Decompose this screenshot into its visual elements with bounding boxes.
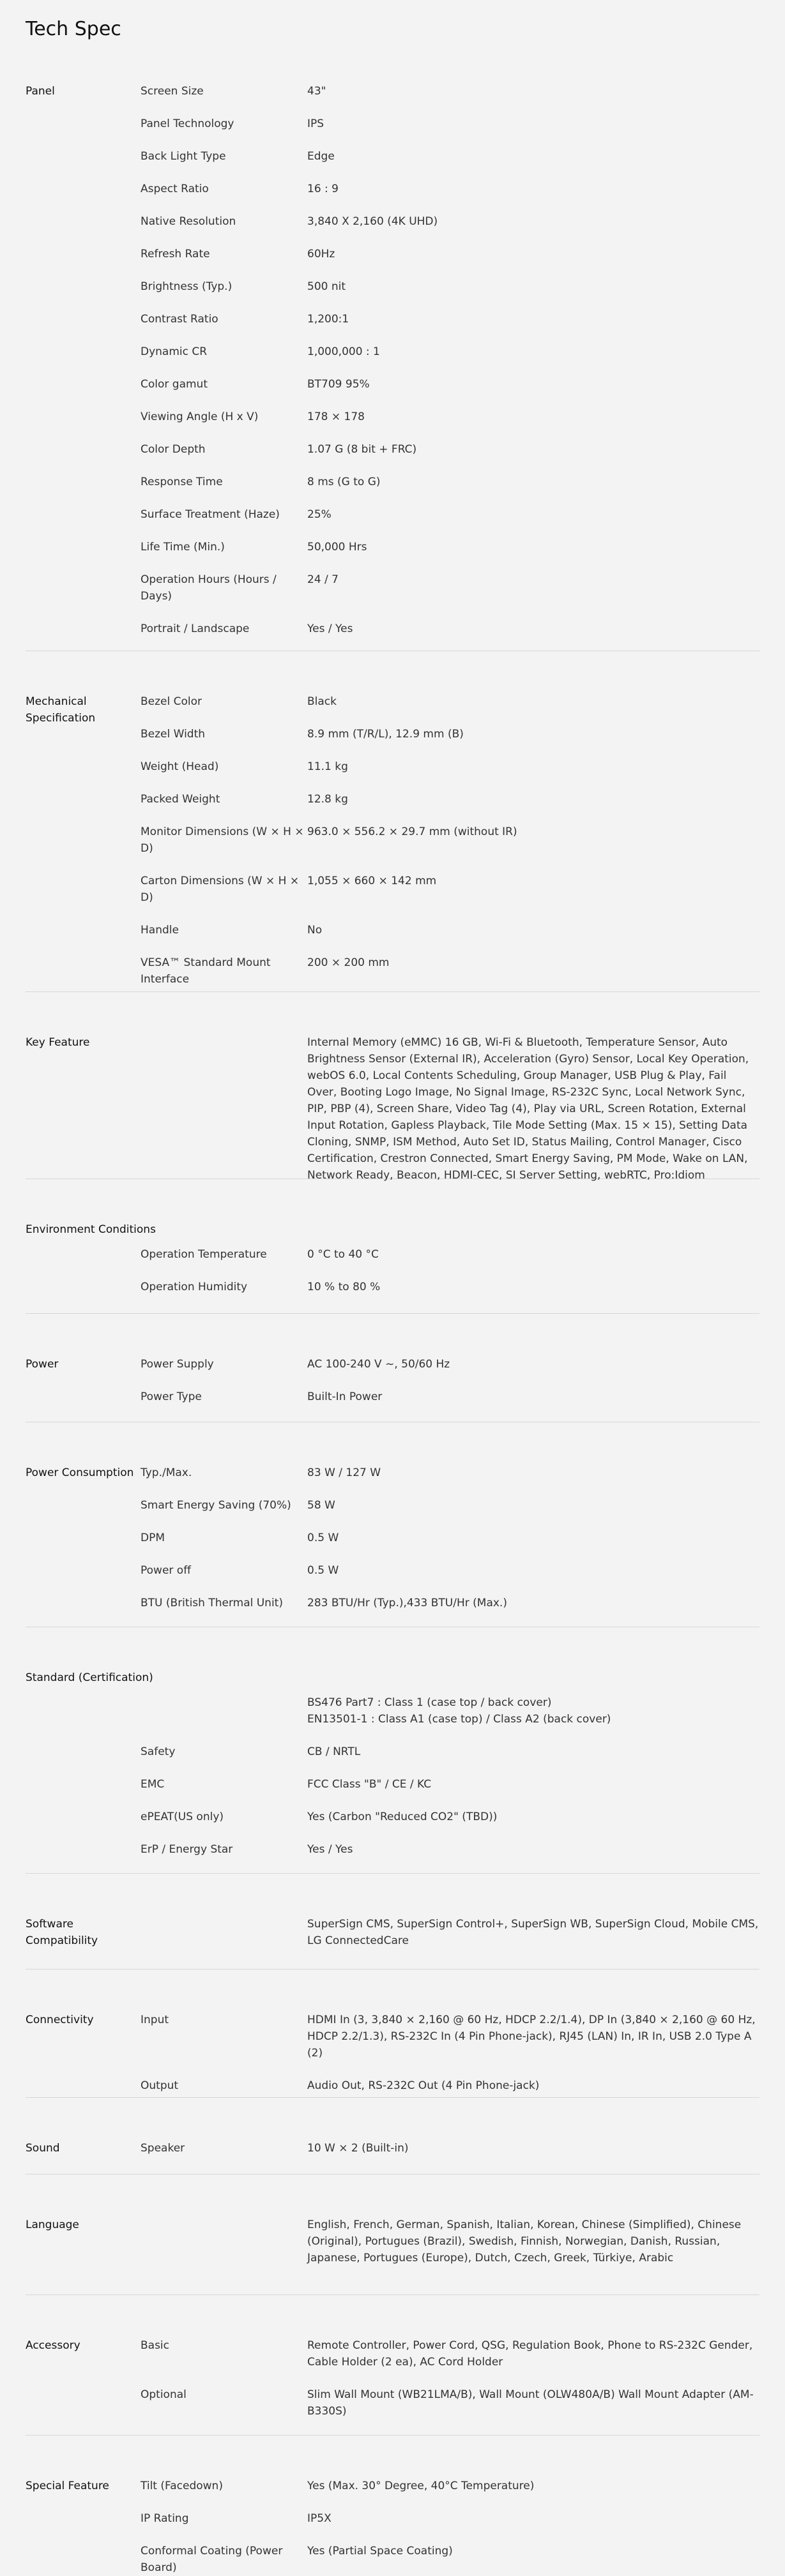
spec-rows	[141, 2012, 759, 2094]
spec-label: ePEAT(US only)	[141, 1811, 224, 1823]
spec-value: 0.5 W	[307, 1564, 339, 1577]
spec-sections	[26, 38, 759, 2576]
spec-label: Brightness (Typ.)	[141, 280, 232, 293]
section-body	[26, 1465, 759, 1611]
spec-row	[141, 1809, 759, 1825]
section-body	[26, 693, 759, 988]
spec-value: CB / NRTL	[307, 1745, 361, 1758]
spec-value: 3,840 X 2,160 (4K UHD)	[307, 215, 438, 228]
section-name: Mechanical Specification	[26, 695, 96, 725]
spec-value: Slim Wall Mount (WB21LMA/B), Wall Mount (OLW480A/B) Wall Mount Adapter (AM-B330S)	[307, 2388, 754, 2418]
spec-row	[141, 343, 759, 360]
spec-label: BTU (British Thermal Unit)	[141, 1597, 283, 1609]
spec-row	[141, 571, 759, 605]
spec-row	[141, 1497, 759, 1514]
spec-row	[141, 726, 759, 742]
spec-row	[141, 621, 759, 637]
section-body	[26, 2337, 759, 2420]
spec-row	[141, 1356, 759, 1373]
spec-label: Optional	[141, 2388, 187, 2401]
spec-row	[141, 2510, 759, 2527]
spec-value: FCC Class "B" / CE / KC	[307, 1778, 432, 1791]
spec-row	[141, 2543, 759, 2576]
spec-value: 50,000 Hrs	[307, 541, 367, 554]
spec-value: 83 W / 127 W	[307, 1466, 381, 1479]
spec-value: IP5X	[307, 2512, 332, 2525]
spec-value: Built-In Power	[307, 1390, 383, 1403]
spec-row	[141, 2478, 759, 2494]
spec-label: Packed Weight	[141, 793, 220, 806]
spec-row	[141, 873, 759, 906]
spec-value: Edge	[307, 150, 335, 163]
spec-row	[141, 116, 759, 132]
spec-row	[141, 539, 759, 555]
section-name: Software Compatibility	[26, 1918, 98, 1947]
spec-row	[141, 1562, 759, 1579]
spec-row	[141, 1389, 759, 1405]
spec-value: 1,055 × 660 × 142 mm	[307, 875, 437, 887]
section-panel	[26, 38, 759, 651]
spec-label: Power Type	[141, 1390, 202, 1403]
spec-label: IP Rating	[141, 2512, 189, 2525]
spec-value: HDMI In (3, 3,840 × 2,160 @ 60 Hz, HDCP 2.2/1.4), DP In (3,840 × 2,160 @ 60 Hz, HDCP 2.2/1.3), RS-232C In (4 Pin Phone-jack), RJ45 (LAN) In, IR In, USB 2.0 Type A (2)	[307, 2014, 756, 2060]
spec-label	[141, 1916, 307, 1949]
spec-row	[141, 1279, 759, 1295]
section-body	[26, 83, 759, 637]
section-language	[26, 2174, 759, 2295]
spec-value: Yes (Carbon "Reduced CO2" (TBD))	[307, 1811, 498, 1823]
spec-value: 1,000,000 : 1	[307, 345, 380, 358]
spec-row	[141, 213, 759, 230]
spec-row	[141, 1744, 759, 1760]
spec-value: 16 : 9	[307, 183, 339, 195]
section-body	[26, 2140, 759, 2157]
spec-rows	[141, 2337, 759, 2420]
spec-label: Operation Hours (Hours / Days)	[141, 573, 277, 603]
spec-row	[141, 2140, 759, 2157]
section-name: Key Feature	[26, 1036, 90, 1049]
section-accessory	[26, 2295, 759, 2436]
section-environment-conditions	[26, 1179, 759, 1314]
spec-label: Input	[141, 2014, 169, 2026]
spec-value: 500 nit	[307, 280, 346, 293]
spec-label: Life Time (Min.)	[141, 541, 225, 554]
spec-rows	[141, 2478, 759, 2576]
spec-rows	[141, 2140, 759, 2157]
section-key-feature	[26, 992, 759, 1182]
spec-label: Surface Treatment (Haze)	[141, 508, 280, 521]
spec-row	[141, 922, 759, 938]
spec-value: Audio Out, RS-232C Out (4 Pin Phone-jack)	[307, 2079, 540, 2092]
section-body	[26, 2478, 759, 2576]
spec-row	[141, 409, 759, 425]
spec-row	[141, 441, 759, 458]
spec-row	[141, 1841, 759, 1858]
spec-label: Color Depth	[141, 443, 206, 456]
section-standard-certification	[26, 1627, 759, 1874]
spec-row	[141, 693, 759, 710]
spec-label: Power off	[141, 1564, 191, 1577]
spec-row	[141, 1530, 759, 1546]
spec-rows	[26, 1694, 759, 1858]
spec-label: Native Resolution	[141, 215, 236, 228]
section-name: Accessory	[26, 2339, 80, 2352]
spec-row	[141, 2077, 759, 2094]
spec-rows	[141, 1034, 759, 1184]
spec-value: Yes (Partial Space Coating)	[307, 2545, 453, 2557]
spec-label: Response Time	[141, 476, 223, 488]
section-power	[26, 1314, 759, 1422]
spec-label: Panel Technology	[141, 117, 234, 130]
spec-value: 43"	[307, 85, 326, 98]
section-name: Power	[26, 1358, 59, 1371]
spec-label: Aspect Ratio	[141, 183, 209, 195]
spec-label: Operation Temperature	[141, 1248, 267, 1261]
spec-row	[141, 376, 759, 393]
spec-value: 25%	[307, 508, 332, 521]
spec-value: 60Hz	[307, 248, 335, 260]
spec-row	[141, 1776, 759, 1793]
spec-label: ErP / Energy Star	[141, 1843, 233, 1856]
section-power-consumption	[26, 1422, 759, 1627]
section-name: Panel	[26, 85, 55, 98]
spec-value: 283 BTU/Hr (Typ.),433 BTU/Hr (Max.)	[307, 1597, 507, 1609]
spec-row	[141, 824, 759, 857]
spec-row	[141, 954, 759, 988]
spec-value: 0 °C to 40 °C	[307, 1248, 379, 1261]
page-title: Tech Spec	[26, 18, 121, 40]
spec-value: IPS	[307, 117, 324, 130]
spec-value: 11.1 kg	[307, 760, 348, 773]
spec-value: SuperSign CMS, SuperSign Control+, SuperSign WB, SuperSign Cloud, Mobile CMS, LG ConnectedCare	[307, 1918, 759, 1947]
spec-row	[141, 148, 759, 165]
spec-value: Yes / Yes	[307, 622, 353, 635]
spec-value: 10 W × 2 (Built-in)	[307, 2142, 409, 2155]
spec-row	[141, 2012, 759, 2061]
spec-label: Screen Size	[141, 85, 204, 98]
spec-value: BT709 95%	[307, 378, 370, 391]
spec-row	[141, 1465, 759, 1481]
spec-value: 0.5 W	[307, 1532, 339, 1544]
spec-row	[141, 1916, 759, 1949]
spec-label: Refresh Rate	[141, 248, 210, 260]
spec-label: Basic	[141, 2339, 170, 2352]
spec-label: VESA™ Standard Mount Interface	[141, 956, 271, 986]
spec-value: No	[307, 924, 323, 937]
spec-label: Monitor Dimensions (W × H × D)	[141, 825, 304, 855]
spec-label: DPM	[141, 1532, 165, 1544]
spec-label: Carton Dimensions (W × H × D)	[141, 875, 300, 904]
spec-row	[141, 83, 759, 100]
spec-rows	[141, 2217, 759, 2266]
section-special-feature	[26, 2436, 759, 2576]
spec-label: Handle	[141, 924, 179, 937]
spec-value: 200 × 200 mm	[307, 956, 390, 969]
spec-label: Speaker	[141, 2142, 185, 2155]
spec-label: Operation Humidity	[141, 1281, 248, 1293]
spec-label: Portrait / Landscape	[141, 622, 250, 635]
spec-label: Bezel Width	[141, 728, 206, 741]
section-name: Language	[26, 2218, 79, 2231]
spec-value: 58 W	[307, 1499, 335, 1512]
spec-value: Black	[307, 695, 337, 708]
spec-label: Conformal Coating (Power Board)	[141, 2545, 283, 2574]
spec-value: 8.9 mm (T/R/L), 12.9 mm (B)	[307, 728, 464, 741]
spec-value: 1.07 G (8 bit + FRC)	[307, 443, 417, 456]
spec-row	[141, 1694, 759, 1728]
spec-row	[141, 311, 759, 328]
section-sound	[26, 2098, 759, 2174]
spec-label: Contrast Ratio	[141, 313, 218, 326]
spec-value: Internal Memory (eMMC) 16 GB, Wi-Fi & Bluetooth, Temperature Sensor, Auto Brightness Sensor (External IR), Acceleration (Gyro) Sensor, Local Key Operation, webOS 6.0, Local Contents Scheduling, Group Manager, USB Plug & Play, Fail Over, Booting Logo Image, No Signal Image, RS-232C Sync, Local Network Sync, PIP, PBP (4), Screen Share, Video Tag (4), Play via URL, Screen Rotation, External Input Rotation, Gapless Playback, Tile Mode Setting (Max. 15 × 15), Setting Data Cloning, SNMP, ISM Method, Auto Set ID, Status Mailing, Control Manager, Cisco Certification, Crestron Connected, Smart Energy Saving, PM Mode, Wake on LAN, Network Ready, Beacon, HDMI-CEC, SI Server Setting, webRTC, Pro:Idiom	[307, 1036, 749, 1182]
spec-value: Yes (Max. 30° Degree, 40°C Temperature)	[307, 2480, 535, 2492]
spec-value: Remote Controller, Power Cord, QSG, Regulation Book, Phone to RS-232C Gender, Cable Holder (2 ea), AC Cord Holder	[307, 2339, 753, 2369]
spec-row	[141, 246, 759, 262]
spec-rows	[141, 83, 759, 637]
spec-rows	[141, 693, 759, 988]
spec-row	[141, 758, 759, 775]
section-name: Power Consumption	[26, 1466, 134, 1479]
section-name: Special Feature	[26, 2480, 109, 2492]
spec-value: BS476 Part7 : Class 1 (case top / back cover) EN13501-1 : Class A1 (case top) / Class A2 (back cover)	[307, 1696, 611, 1726]
spec-value: 10 % to 80 %	[307, 1281, 381, 1293]
spec-label: Weight (Head)	[141, 760, 219, 773]
spec-label	[141, 2217, 307, 2266]
spec-row	[141, 474, 759, 490]
spec-label: Smart Energy Saving (70%)	[141, 1499, 291, 1512]
spec-row	[141, 181, 759, 197]
spec-label	[141, 1034, 307, 1184]
section-name: Standard (Certification)	[26, 1671, 153, 1684]
section-connectivity	[26, 1970, 759, 2098]
spec-value: 178 × 178	[307, 411, 365, 423]
spec-label: EMC	[141, 1778, 165, 1791]
spec-label: Power Supply	[141, 1358, 214, 1371]
spec-label: Output	[141, 2079, 179, 2092]
spec-label: Safety	[141, 1745, 176, 1758]
spec-rows	[141, 1356, 759, 1405]
spec-row	[141, 2386, 759, 2420]
spec-label: Back Light Type	[141, 150, 226, 163]
spec-label: Dynamic CR	[141, 345, 208, 358]
section-body	[26, 1034, 759, 1184]
spec-value: English, French, German, Spanish, Italian, Korean, Chinese (Simplified), Chinese (Original), Portugues (Brazil), Swedish, Finnish, Norwegian, Danish, Russian, Japanese, Portugues (Europe), Dutch, Czech, Greek, Türkiye, Arabic	[307, 2218, 742, 2264]
section-name: Environment Conditions	[26, 1223, 156, 1236]
spec-row	[141, 1034, 759, 1184]
spec-row	[141, 2337, 759, 2370]
spec-label	[141, 1694, 307, 1728]
spec-row	[141, 1246, 759, 1263]
section-name: Connectivity	[26, 2014, 94, 2026]
spec-rows	[141, 1465, 759, 1611]
spec-row	[141, 791, 759, 808]
spec-value: AC 100-240 V ~, 50/60 Hz	[307, 1358, 450, 1371]
spec-row	[141, 2217, 759, 2266]
spec-label: Tilt (Facedown)	[141, 2480, 223, 2492]
section-body	[26, 1916, 759, 1949]
section-body	[26, 2012, 759, 2094]
section-body	[26, 2217, 759, 2266]
spec-label: Color gamut	[141, 378, 208, 391]
spec-label: Typ./Max.	[141, 1466, 192, 1479]
spec-label: Bezel Color	[141, 695, 202, 708]
spec-rows	[141, 1916, 759, 1949]
section-name: Sound	[26, 2142, 60, 2155]
spec-value: 12.8 kg	[307, 793, 348, 806]
spec-row	[141, 1595, 759, 1611]
section-software-compatibility	[26, 1874, 759, 1970]
section-mechanical-specification	[26, 651, 759, 992]
spec-label: Viewing Angle (H x V)	[141, 411, 259, 423]
spec-row	[141, 278, 759, 295]
spec-value: 963.0 × 556.2 × 29.7 mm (without IR)	[307, 825, 517, 838]
spec-value: 1,200:1	[307, 313, 349, 326]
section-body	[26, 1356, 759, 1405]
spec-value: Yes / Yes	[307, 1843, 353, 1856]
spec-rows	[26, 1246, 759, 1295]
spec-row	[141, 506, 759, 523]
spec-value: 24 / 7	[307, 573, 339, 586]
spec-value: 8 ms (G to G)	[307, 476, 381, 488]
